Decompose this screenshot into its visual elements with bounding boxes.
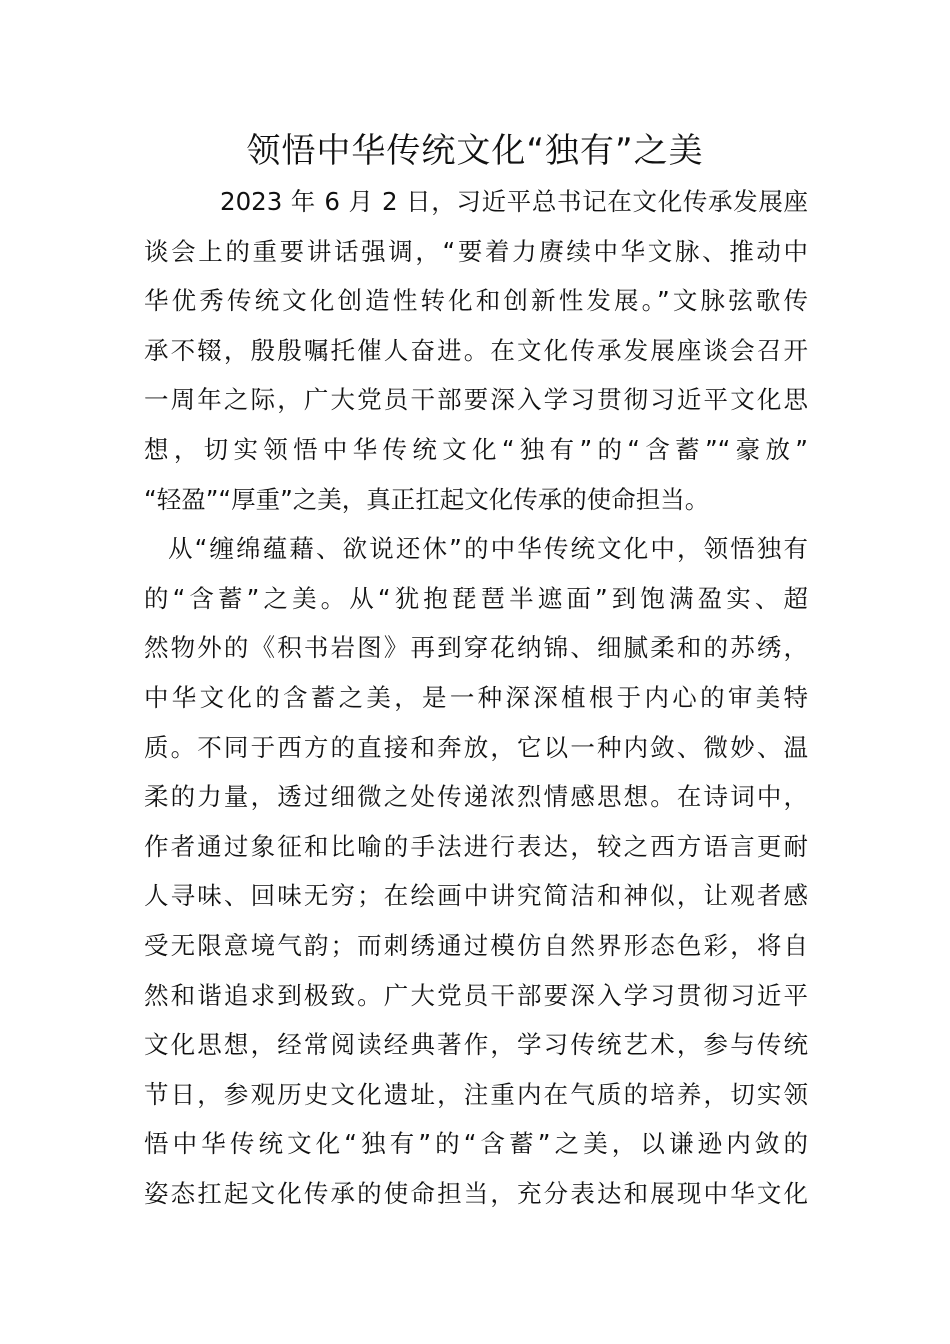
text-line: 悟中华传统文化“独有”的“含蓄”之美，以谦逊内敛的	[144, 1129, 808, 1159]
text-line: 然物外的《积书岩图》再到穿花纳锦、细腻柔和的苏绣，	[144, 633, 808, 663]
paragraph-1	[144, 177, 808, 524]
text-line: 柔的力量，透过细微之处传递浓烈情感思想。在诗词中，	[144, 782, 808, 812]
text-line: 文化思想，经常阅读经典著作，学习传统艺术，参与传统	[144, 1030, 808, 1060]
article-title: 领悟中华传统文化“独有”之美	[246, 131, 704, 171]
text-line: 作者通过象征和比喻的手法进行表达，较之西方语言更耐	[144, 831, 808, 861]
text-line: 谈会上的重要讲话强调，“要着力赓续中华文脉、推动中	[144, 236, 808, 266]
text-line: 人寻味、回味无穷；在绘画中讲究简洁和神似，让观者感	[144, 881, 808, 911]
text-line: 的“含蓄”之美。从“犹抱琵琶半遮面”到饱满盈实、超	[144, 583, 808, 613]
article-body	[144, 177, 808, 1218]
text-line: 一周年之际，广大党员干部要深入学习贯彻习近平文化思	[144, 385, 808, 415]
text-line: 2023 年 6 月 2 日，习近平总书记在文化传承发展座	[220, 187, 808, 216]
paragraph-2	[144, 524, 808, 1218]
text-line: 受无限意境气韵；而刺绣通过模仿自然界形态色彩，将自	[144, 930, 808, 960]
text-line: 从“缠绵蕴藉、欲说还休”的中华传统文化中，领悟独有	[168, 534, 808, 564]
text-line: “轻盈”“厚重”之美，真正扛起文化传承的使命担当。	[144, 484, 710, 514]
text-line: 质。不同于西方的直接和奔放，它以一种内敛、微妙、温	[144, 732, 808, 762]
text-line: 承不辍，殷殷嘱托催人奋进。在文化传承发展座谈会召开	[144, 335, 808, 365]
text-line: 然和谐追求到极致。广大党员干部要深入学习贯彻习近平	[144, 980, 808, 1010]
text-line: 中华文化的含蓄之美，是一种深深植根于内心的审美特	[144, 682, 808, 712]
text-line: 想，切实领悟中华传统文化“独有”的“含蓄”“豪放”	[144, 434, 808, 464]
text-line: 华优秀传统文化创造性转化和创新性发展。”文脉弦歌传	[144, 286, 808, 316]
text-line: 姿态扛起文化传承的使命担当，充分表达和展现中华文化	[144, 1178, 808, 1208]
text-line: 节日，参观历史文化遗址，注重内在气质的培养，切实领	[144, 1079, 808, 1109]
